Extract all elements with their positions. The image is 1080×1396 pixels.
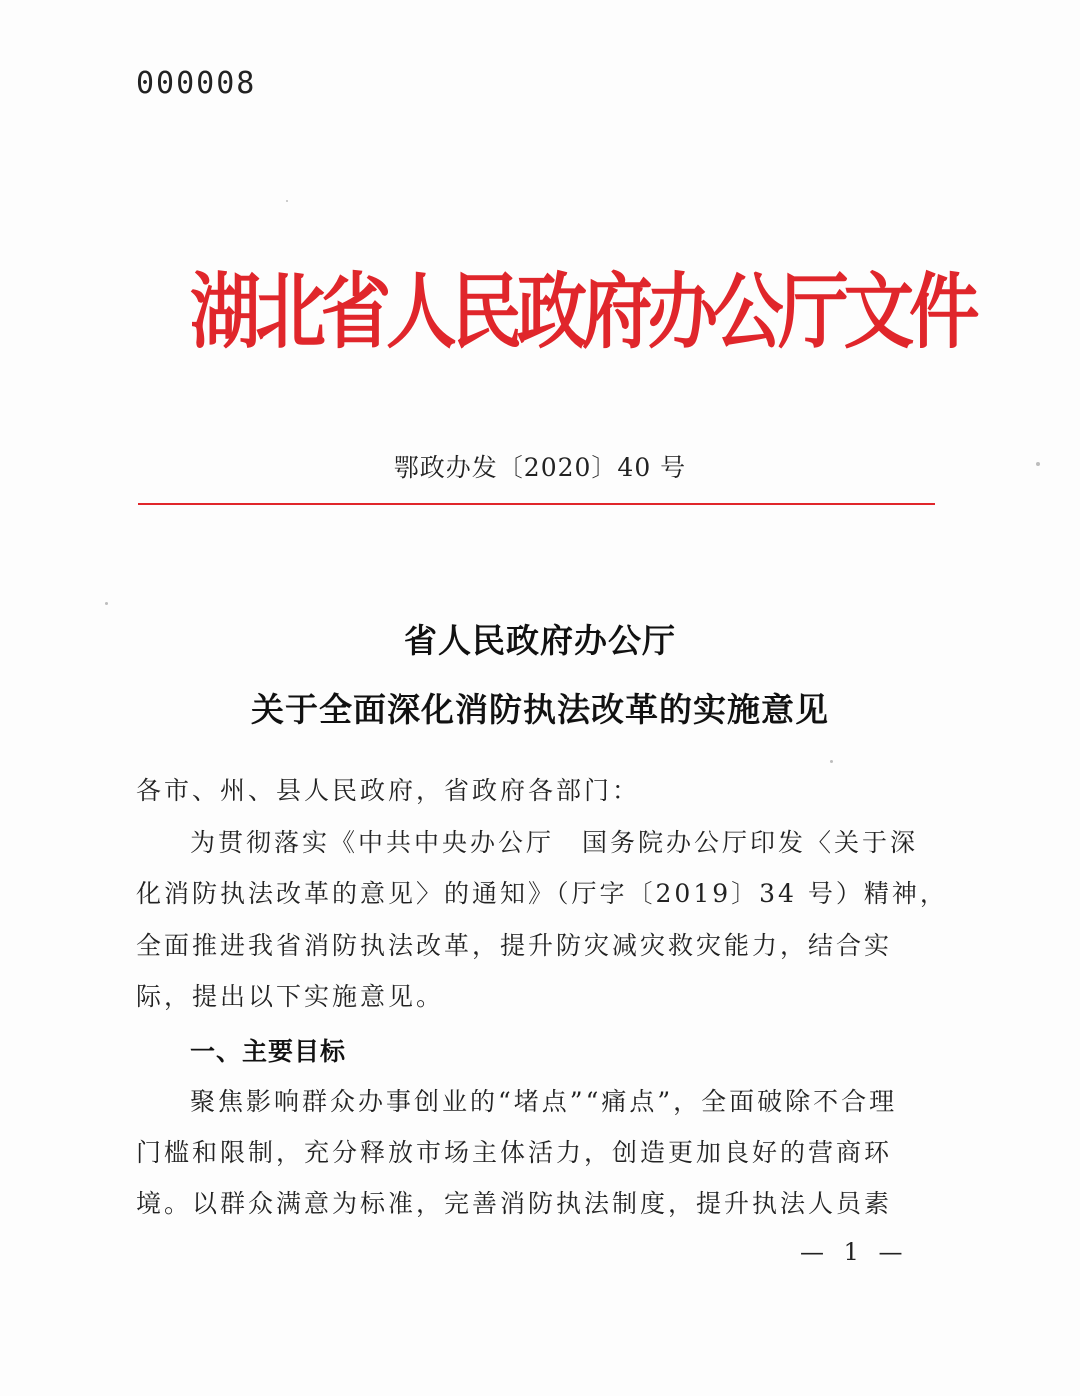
salutation: 各市、州、县人民政府，省政府各部门：	[136, 776, 641, 805]
masthead-title: 湖北省人民政府办公厅文件	[190, 265, 975, 360]
serial-number: 000008	[136, 66, 257, 101]
red-divider-line	[138, 503, 935, 505]
document-title-line-1: 省人民政府办公厅	[404, 621, 676, 660]
scan-speck	[105, 602, 108, 605]
paragraph-line: 际，提出以下实施意见。	[136, 982, 445, 1011]
scan-speck	[1036, 462, 1040, 466]
paragraph-line: 聚焦影响群众办事创业的“堵点”“痛点”，全面破除不合理	[190, 1087, 898, 1116]
scan-speck	[286, 200, 288, 202]
section-heading: 一、主要目标	[190, 1037, 347, 1066]
paragraph-line: 化消防执法改革的意见〉的通知》（厅字〔2019〕34 号）精神，	[136, 879, 948, 908]
document-number: 鄂政办发〔2020〕40 号	[393, 453, 687, 482]
page-number: — 1 —	[800, 1238, 909, 1266]
scan-speck	[830, 760, 833, 763]
paragraph-line: 境。以群众满意为标准，完善消防执法制度，提升执法人员素	[136, 1189, 893, 1218]
document-title-line-2: 关于全面深化消防执法改革的实施意见	[251, 690, 829, 729]
paragraph-line: 为贯彻落实《中共中央办公厅 国务院办公厅印发〈关于深	[190, 828, 919, 857]
paragraph-line: 门槛和限制，充分释放市场主体活力，创造更加良好的营商环	[136, 1138, 893, 1167]
paragraph-line: 全面推进我省消防执法改革，提升防灾减灾救灾能力，结合实	[136, 931, 893, 960]
